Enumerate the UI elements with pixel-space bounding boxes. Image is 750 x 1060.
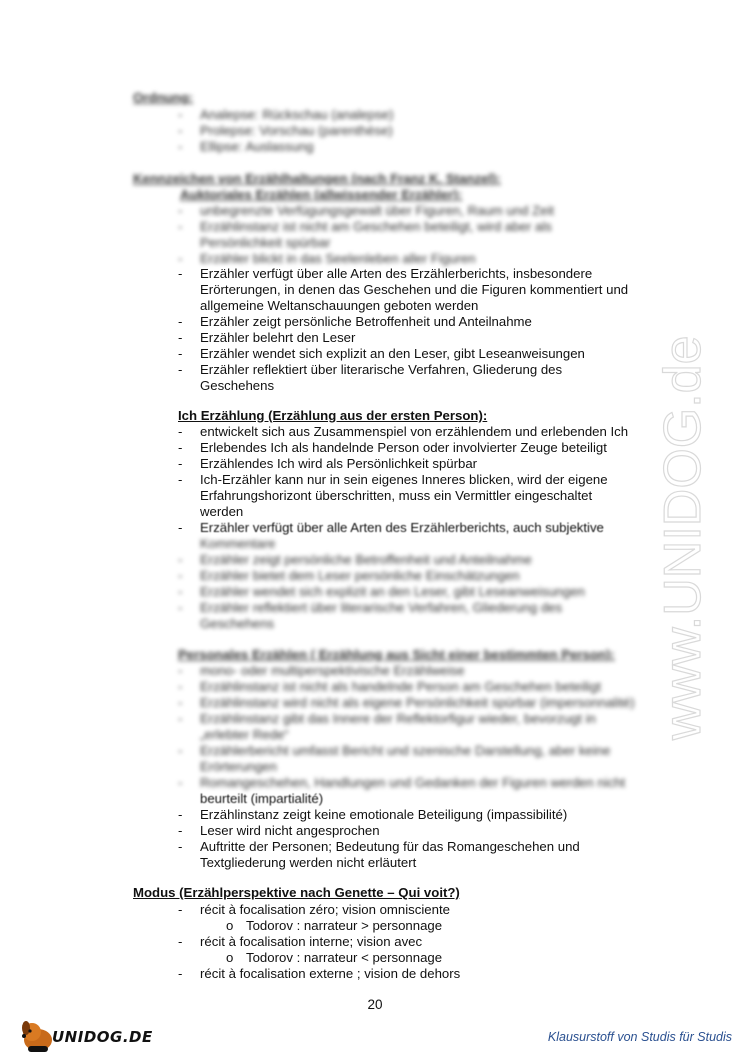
text-line: mono- oder multiperspektivische Erzählweise	[200, 663, 465, 678]
text-line: récit à focalisation zéro; vision omnisciente	[200, 902, 450, 917]
text-line: Erzählerbericht umfasst Bericht und szenische Darstellung, aber keine	[200, 743, 611, 758]
text-line: Erzählinstanz ist nicht am Geschehen beteiligt, wird aber als	[200, 219, 552, 234]
text-line: Erzähler wendet sich explizit an den Leser, gibt Leseanweisungen	[200, 584, 585, 599]
text-line: Ich-Erzähler kann nur in sein eigenes Inneres blicken, wird der eigene	[200, 472, 608, 487]
dash-marker: -	[178, 775, 183, 790]
dash-marker: -	[178, 139, 183, 154]
dash-marker: -	[178, 902, 183, 917]
text-line: Romangeschehen, Handlungen und Gedanken der Figuren werden nicht	[200, 775, 626, 790]
text-line: Erzähler wendet sich explizit an den Leser, gibt Leseanweisungen	[200, 346, 585, 361]
dash-marker: -	[178, 520, 183, 535]
dash-marker: -	[178, 472, 183, 487]
dash-marker: -	[178, 314, 183, 329]
dash-marker: -	[178, 552, 183, 567]
text-line: Erzähler reflektiert über literarische Verfahren, Gliederung des	[200, 362, 563, 377]
section-heading: Kennzeichen von Erzählhaltungen (nach Franz K. Stanzel):	[133, 171, 501, 186]
text-line: Erzähler zeigt persönliche Betroffenheit und Anteilnahme	[200, 314, 532, 329]
dash-marker: -	[178, 807, 183, 822]
text-line: Erzählinstanz ist nicht als handelnde Person am Geschehen beteiligt	[200, 679, 601, 694]
text-line: Erzähler reflektiert über literarische Verfahren, Gliederung des	[200, 600, 563, 615]
text-line: Auftritte der Personen; Bedeutung für das Romangeschehen und	[200, 839, 580, 854]
dash-marker: -	[178, 266, 183, 281]
text-line: Erzählinstanz zeigt keine emotionale Beteiligung (impassibilité)	[200, 807, 568, 822]
dash-marker: -	[178, 743, 183, 758]
dash-marker: -	[178, 823, 183, 838]
text-line: allgemeine Weltanschauungen geboten werden	[200, 298, 479, 313]
text-line: werden	[200, 504, 244, 519]
dash-marker: -	[178, 663, 183, 678]
watermark-text: www.UNIDOG.de	[654, 335, 712, 740]
dash-marker: -	[178, 203, 183, 218]
text-line: Prolepse: Vorschau (parenthèse)	[200, 123, 393, 138]
dash-marker: -	[178, 424, 183, 439]
text-line: Erzähler bietet dem Leser persönliche Einschätzungen	[200, 568, 520, 583]
dash-marker: -	[178, 679, 183, 694]
section-heading: Auktoriales Erzählen (allwissender Erzähler):	[180, 187, 463, 202]
dash-marker: -	[178, 123, 183, 138]
text-line: Leser wird nicht angesprochen	[200, 823, 380, 838]
text-line: unbegrenzte Verfügungsgewalt über Figuren, Raum und Zeit	[200, 203, 555, 218]
text-line: Erzähler belehrt den Leser	[200, 330, 356, 345]
section-heading: Modus (Erzählperspektive nach Genette – Qui voit?)	[133, 885, 460, 900]
text-line: Erzählendes Ich wird als Persönlichkeit spürbar	[200, 456, 478, 471]
page-number: 20	[367, 997, 383, 1012]
dash-marker: -	[178, 839, 183, 854]
text-line: Erzählinstanz wird nicht als eigene Persönlichkeit spürbar (impersonnalité)	[200, 695, 635, 710]
dash-marker: -	[178, 600, 183, 615]
sub-bullet: o	[226, 950, 234, 965]
dash-marker: -	[178, 251, 183, 266]
footer-tagline: Klausurstoff von Studis für Studis	[547, 1030, 732, 1044]
dash-marker: -	[178, 330, 183, 345]
text-line: Erfahrungshorizont überschritten, muss ein Vermittler eingeschaltet	[200, 488, 593, 503]
dash-marker: -	[178, 346, 183, 361]
dash-marker: -	[178, 966, 183, 981]
text-line: entwickelt sich aus Zusammenspiel von erzählendem und erlebenden Ich	[200, 424, 629, 439]
dash-marker: -	[178, 456, 183, 471]
dash-marker: -	[178, 568, 183, 583]
text-line: Ellipse: Auslassung	[200, 139, 314, 154]
dash-marker: -	[178, 934, 183, 949]
text-line: Erörterungen, in denen das Geschehen und die Figuren kommentiert und	[200, 282, 629, 297]
text-line: Textgliederung werden nicht erläutert	[200, 855, 417, 870]
text-line: beurteilt (impartialité)	[200, 791, 324, 806]
dash-marker: -	[178, 695, 183, 710]
text-line: Analepse: Rückschau (analepse)	[200, 107, 394, 122]
section-heading: Ich Erzählung (Erzählung aus der ersten Person):	[178, 408, 488, 423]
text-line: Persönlichkeit spürbar	[200, 235, 331, 250]
text-line: „erlebter Rede“	[200, 727, 289, 742]
text-line: Erzählinstanz gibt das Innere der Reflektorfigur wieder, bevorzugt in	[200, 711, 596, 726]
dash-marker: -	[178, 219, 183, 234]
dash-marker: -	[178, 711, 183, 726]
logo-text: UNIDOG.DE	[52, 1028, 153, 1046]
text-line: récit à focalisation externe ; vision de dehors	[200, 966, 461, 981]
text-line: Geschehens	[200, 378, 275, 393]
dash-marker: -	[178, 107, 183, 122]
text-line: Erzähler verfügt über alle Arten des Erzählerberichts, insbesondere	[200, 266, 593, 281]
watermark	[640, 270, 730, 750]
text-line: Erlebendes Ich als handelnde Person oder involvierter Zeuge beteiligt	[200, 440, 607, 455]
section-heading: Personales Erzählen ( Erzählung aus Sicht einer bestimmten Person):	[178, 647, 615, 662]
sub-bullet: o	[226, 918, 234, 933]
dash-marker: -	[178, 440, 183, 455]
watermark-graphic	[640, 270, 730, 750]
text-line: Kommentare	[200, 536, 276, 551]
dash-marker: -	[178, 362, 183, 377]
section-heading: Ordnung:	[133, 90, 194, 105]
text-line: récit à focalisation interne; vision avec	[200, 934, 423, 949]
text-line: Geschehens	[200, 616, 275, 631]
text-line: Todorov : narrateur < personnage	[246, 950, 443, 965]
text-line: Erörterungen	[200, 759, 277, 774]
text-line: Erzähler zeigt persönliche Betroffenheit und Anteilnahme	[200, 552, 532, 567]
text-line: Erzähler blickt in das Seelenleben aller Figuren	[200, 251, 476, 266]
text-line: Todorov : narrateur > personnage	[246, 918, 443, 933]
text-line: Erzähler verfügt über alle Arten des Erzählerberichts, auch subjektive	[200, 520, 604, 535]
dash-marker: -	[178, 584, 183, 599]
